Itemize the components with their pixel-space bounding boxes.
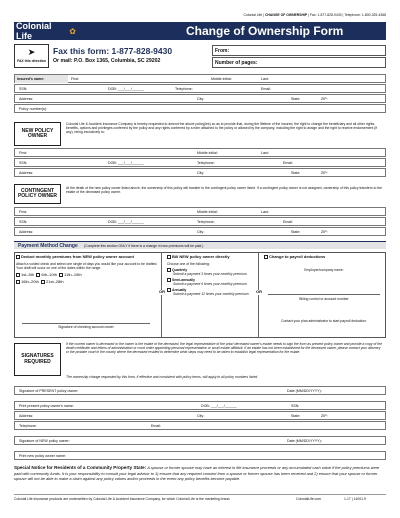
insured-name-row — [14, 74, 386, 83]
annual-checkbox[interactable] — [167, 288, 171, 292]
draft-6-10-label: 6th–10th — [41, 272, 57, 278]
new-owner-first-field[interactable]: First: — [19, 151, 27, 155]
payment-divider-2 — [258, 252, 259, 338]
insured-policy-row — [14, 104, 386, 113]
deduct-text: Attach a voided check and select one single of days you would like your account to be drafted. Your draft will occur on one of the dates within the range. — [16, 261, 158, 270]
bill-title: Bill NEW policy owner directly — [172, 254, 230, 260]
insured-state-field[interactable]: State: — [291, 97, 301, 101]
draft-21-28-label: 21st–28th — [46, 278, 64, 284]
arrow-right-icon: ➤ — [27, 47, 36, 57]
new-owner-zip-field[interactable]: ZIP: — [321, 171, 328, 175]
payroll-contact-text: Contact your plan administrator to start payroll deduction. — [281, 319, 367, 323]
present-dob-field[interactable]: DOB: ___/___/______ — [201, 404, 237, 408]
top-link-fax: Fax: 1-877-828-9430 — [309, 13, 342, 17]
semi-text: Submit a payment 6 times your monthly premium — [173, 282, 247, 287]
footer-divider — [14, 494, 386, 495]
draft-11-15-checkbox[interactable] — [59, 273, 63, 277]
or-label-2: OR — [256, 289, 262, 294]
new-owner-state-field[interactable]: State: — [291, 171, 301, 175]
page-title: Change of Ownership Form — [186, 24, 344, 38]
present-address-field[interactable]: Address: — [19, 414, 34, 418]
new-owner-city-field[interactable]: City: — [197, 171, 205, 175]
draft-1-5-checkbox[interactable] — [16, 273, 20, 277]
special-title: Special Notice for Residents of a Community Property State: — [14, 465, 147, 470]
new-print-row — [14, 451, 386, 460]
present-phone-row — [14, 421, 386, 430]
contingent-name-row — [14, 207, 386, 216]
contingent-middle-field[interactable]: Middle initial: — [197, 210, 218, 214]
contingent-dob-field[interactable]: DOB: ___/___/______ — [108, 220, 144, 224]
insured-city-field[interactable]: City: — [197, 97, 205, 101]
from-label: From: — [215, 48, 230, 54]
new-owner-address-row — [14, 168, 386, 177]
new-sig-field[interactable]: Signature of NEW policy owner: — [19, 439, 70, 443]
draft-1-5-label: 1st–5th — [21, 272, 35, 278]
new-owner-label: NEW POLICY OWNER — [14, 122, 61, 146]
contingent-ssn-field[interactable]: SSN: — [19, 220, 28, 224]
new-print-field[interactable]: Print new policy owner name: — [19, 454, 66, 458]
fax-line: Fax this form: 1-877-828-9430 — [53, 46, 173, 56]
or-label-1: OR — [159, 289, 165, 294]
signatures-text: If the current owner is deceased or the owner is the estate of the deceased, the legal representative of the prior/ deceased owner's estate needs to sign the form as present policy owner and provide a copy of the death certificate and letters of administration or court order appointing personal representative or small estate affidavit. If an estate has not been established for the deceased owner, please contact your attorney or the probate court in the county where the deceased resided to determine what steps may need to be taken to establish legal representation for the estate. — [66, 342, 382, 355]
contingent-email-field[interactable]: Email: — [283, 220, 293, 224]
insured-ssn-field[interactable]: SSN: — [19, 87, 28, 91]
deduct-title: Deduct monthly premiums from NEW policy owner account — [21, 254, 134, 260]
new-owner-dob-field[interactable]: DOB: ___/___/______ — [108, 161, 144, 165]
contingent-phone-field[interactable]: Telephone: — [197, 220, 215, 224]
new-owner-text: Colonial Life & Accident Insurance Company is hereby requested to amend the above policy(ies) so as to provide that, during the lifetime of the insured, the right to change the beneficiary and all other rights, benefits, options and privileges conferred by the policy and any rights conferred by a rider attached to the policy or allowed by the company, including the right to assign and the right to receive endorsement (if any), being exclusively to: — [66, 122, 378, 135]
deduct-checkbox[interactable] — [16, 255, 20, 259]
present-sig-field[interactable]: Signature of PRESENT policy owner: — [19, 389, 79, 393]
present-address-row — [14, 411, 386, 420]
insured-first-field[interactable]: First: — [71, 77, 79, 81]
present-print-field[interactable]: Print present policy owner's name: — [19, 404, 74, 408]
contingent-state-field[interactable]: State: — [291, 230, 301, 234]
new-sig-row — [14, 436, 386, 445]
present-email-field[interactable]: Email: — [151, 424, 161, 428]
annual-label: Annually — [172, 288, 187, 293]
payroll-checkbox[interactable] — [264, 255, 268, 259]
payment-title: Payment Method Change — [18, 243, 78, 249]
payment-divider-1 — [161, 252, 162, 338]
insured-policy-field[interactable]: Policy number(s): — [19, 107, 47, 111]
special-text: A spouse or former spouse may have an interest in life insurance proceeds or any accumulated cash value if the policy premiums were paid with community funds. It is your responsibility to consult your legal advisor to 1) ensure that any required consent from a spouse or former spouse has been received and 2) ensure that your spouse or former spouse will not be able to make a claim against any policy values and/or proceeds in the event any policy benefits become payable. — [14, 465, 380, 482]
insured-email-field[interactable]: Email: — [261, 87, 271, 91]
new-owner-address-field[interactable]: Address: — [19, 171, 34, 175]
employer-label: Employer/company name: — [304, 268, 344, 272]
new-owner-last-field[interactable]: Last: — [261, 151, 269, 155]
insured-address-row — [14, 94, 386, 103]
new-owner-middle-field[interactable]: Middle initial: — [197, 151, 218, 155]
insured-last-field[interactable]: Last: — [261, 77, 269, 81]
present-print-row — [14, 401, 386, 410]
contingent-address-field[interactable]: Address: — [19, 230, 34, 234]
draft-6-10-checkbox[interactable] — [36, 273, 40, 277]
billing-label: Billing control or account number — [299, 297, 349, 301]
present-ssn-field[interactable]: SSN: — [291, 404, 300, 408]
insured-ssn-row — [14, 84, 386, 93]
draft-21-28-checkbox[interactable] — [41, 280, 45, 284]
logo — [16, 21, 76, 41]
draft-11-15-label: 11th–15th — [64, 272, 82, 278]
contingent-last-field[interactable]: Last: — [261, 210, 269, 214]
present-zip-field[interactable]: ZIP: — [321, 414, 328, 418]
billing-line[interactable] — [268, 294, 380, 295]
insured-zip-field[interactable]: ZIP: — [321, 97, 328, 101]
present-phone-field[interactable]: Telephone: — [19, 424, 37, 428]
fax-direction-label: FAX this direction — [17, 59, 46, 63]
footer-site-link[interactable]: ColonialLife.com — [296, 497, 322, 501]
quarterly-label: Quarterly — [172, 267, 188, 272]
footer-form-code: 1-17 | 14001-9 — [344, 497, 366, 501]
pages-field[interactable] — [212, 57, 386, 68]
quarterly-checkbox[interactable] — [167, 268, 171, 272]
semi-label: Semi-annually — [172, 278, 195, 283]
payment-header — [14, 241, 386, 249]
top-link-form: CHANGE OF OWNERSHIP — [264, 13, 308, 17]
quarterly-text: Submit a payment 3 times your monthly premium — [173, 272, 247, 277]
insured-phone-field[interactable]: Telephone: — [175, 87, 193, 91]
contingent-address-row — [14, 227, 386, 236]
logo-text: Colonial Life — [16, 21, 52, 41]
top-links: Colonial Life | CHANGE OF OWNERSHIP | Fax: 1-877-828-9430 | Telephone: 1-800-325-4368 — [243, 13, 386, 17]
bill-subtitle: Choose one of the following: — [167, 261, 210, 266]
fax-direction-box — [14, 44, 49, 68]
new-owner-ssn-row — [14, 158, 386, 167]
insured-name-label: Insured's name: — [15, 75, 68, 83]
top-link-brand: Colonial Life — [243, 13, 263, 17]
payroll-title: Change to payroll deductions — [269, 254, 326, 260]
insured-middle-field[interactable]: Middle initial: — [211, 77, 232, 81]
contingent-zip-field[interactable]: ZIP: — [321, 230, 328, 234]
special-notice — [14, 465, 386, 481]
new-owner-ssn-field[interactable]: SSN: — [19, 161, 28, 165]
contingent-first-field[interactable]: First: — [19, 210, 27, 214]
new-owner-email-field[interactable]: Email: — [283, 161, 293, 165]
insured-dob-field[interactable]: DOB: ___/___/______ — [108, 87, 144, 91]
present-city-field[interactable]: City: — [197, 414, 205, 418]
insured-address-field[interactable]: Address: — [19, 97, 34, 101]
from-field[interactable] — [212, 45, 386, 56]
contingent-owner-label: CONTINGENT POLICY OWNER — [14, 184, 61, 204]
bill-checkbox[interactable] — [167, 255, 171, 259]
checking-sig-label: Signature of checking account owner — [58, 325, 114, 329]
contingent-text: At the death of the new policy owner listed above, the ownership of this policy will transfer to the contingent policy owner listed. If a contingent policy owner is not assigned, ownership of this policy transfers to the estate of the deceased policy owner. — [66, 186, 383, 195]
new-owner-name-row — [14, 148, 386, 157]
payment-subtitle: (Complete this section ONLY if there is a change in how premiums will be paid.) — [84, 244, 204, 248]
signatures-label: SIGNATURES REQUIRED — [14, 343, 61, 376]
present-state-field[interactable]: State: — [291, 414, 301, 418]
footer-text: Colonial Life insurance products are underwritten by Colonial Life & Accident Insurance Company, for which Colonial Life is the marketing brand. — [14, 497, 231, 501]
mail-line: Or mail: P.O. Box 1365, Columbia, SC 29202 — [53, 58, 161, 64]
pages-label: Number of pages: — [215, 60, 258, 66]
present-sig-row — [14, 386, 386, 395]
semi-checkbox[interactable] — [167, 278, 171, 282]
logo-leaf-icon: ✿ — [69, 26, 76, 36]
signatures-text-2: The ownership change requested by this form, if effective and consistent with policy terms, will apply to all policy numbers listed. — [66, 375, 259, 379]
checking-sig-line[interactable] — [22, 323, 150, 324]
annual-text: Submit a payment 12 times your monthly premium — [173, 292, 249, 297]
present-date-field[interactable]: Date (MM/DD/YYYY): — [287, 389, 322, 393]
draft-16-20-label: 16th–20th — [21, 278, 39, 284]
new-owner-phone-field[interactable]: Telephone: — [197, 161, 215, 165]
draft-16-20-checkbox[interactable] — [16, 280, 20, 284]
top-link-phone: Telephone: 1-800-325-4368 — [344, 13, 386, 17]
contingent-ssn-row — [14, 217, 386, 226]
contingent-city-field[interactable]: City: — [197, 230, 205, 234]
new-date-field[interactable]: Date (MM/DD/YYYY): — [287, 439, 322, 443]
